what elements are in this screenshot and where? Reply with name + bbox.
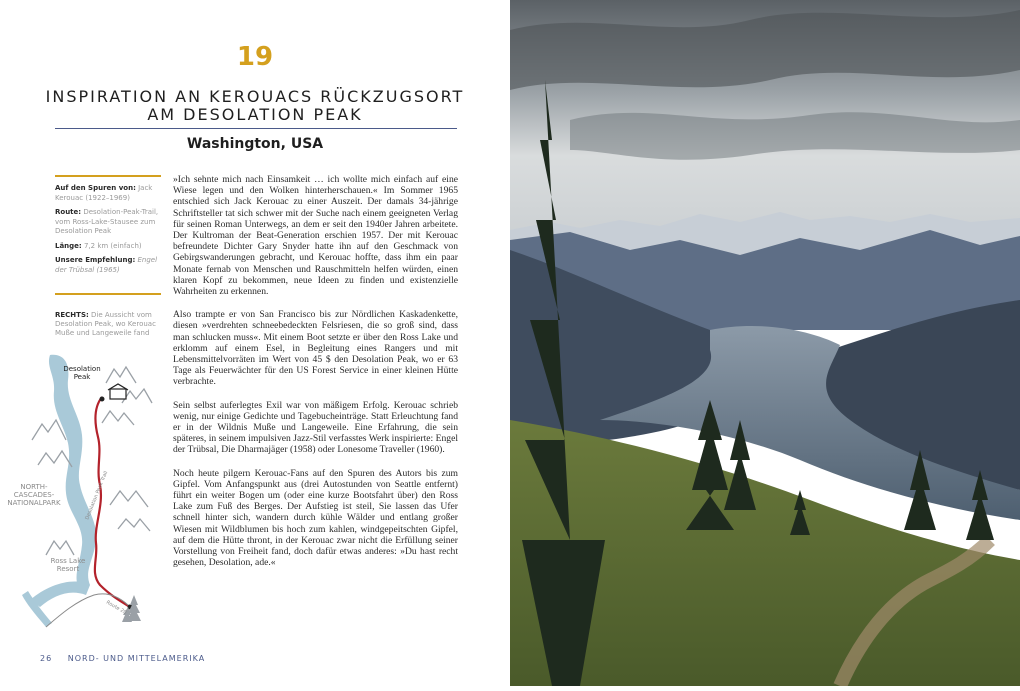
title-rule <box>55 128 457 129</box>
body-paragraph-1: »Ich sehnte mich nach Einsamkeit … ich wollte mich einfach auf eine Wiese legen und den Wolken hinterherschauen.« Im Sommer 1965 entschied sich Jack Kerouac zu einer Auszeit. Der damals 34-jährige Schriftsteller tat sich schwer mit der Suche nach einem geeigneten Verlag für seinen Roman Unterwegs, an dem er seit den 1940er Jahren arbeitete. Der Kultroman der Beat-Generation erschien 1957. Der mit Kerouac befreundete Dichter Gary Snyder hatte ihn auf den Geschmack von Gebirgswanderungen gebracht, und Kerouac hoffte, dass ihm ein paar Monate fernab von Menschen und Rauschmitteln helfen würden, einen klaren Kopf zu bekommen, neue Ideen zu finden und existenzielle Wahrheiten zu erkennen. <box>173 174 458 298</box>
page-footer <box>40 654 205 663</box>
info-route-label: Route: <box>55 208 82 216</box>
peak-marker <box>100 397 105 402</box>
mountain-icon <box>110 491 148 507</box>
mountain-icon <box>106 367 136 383</box>
photo-caption-label: RECHTS: <box>55 311 89 319</box>
body-text <box>173 174 458 581</box>
mountain-icon <box>32 420 66 440</box>
sidebar-top-rule <box>55 175 161 177</box>
sidebar-info <box>55 184 163 280</box>
sidebar-bottom-rule <box>55 293 161 295</box>
info-spuren <box>55 184 163 203</box>
map-label-park-line-2: CASCADES- <box>13 491 55 499</box>
footer-section: NORD- UND MITTELAMERIKA <box>67 654 206 663</box>
body-paragraph-3: Sein selbst auferlegtes Exil war von mäßigem Erfolg. Kerouac schrieb wenig, nur einige Gedichte und Tagebucheinträge. Statt Erleuchtung fand er in der Wildnis Muße und Langeweile. Eine Erfahrung, die sein späteres, in seinem impulsiven Jazz-Stil verfasstes Werk inspirierte: Engel der Trübsal, Die Dharmajäger (1958) oder Lonesome Traveller (1960). <box>173 399 458 456</box>
road-label: Route 20 <box>105 599 128 616</box>
map-label-peak <box>58 365 106 381</box>
info-empfehlung-value: Engel der Trübsal (1965) <box>55 256 158 274</box>
chapter-title-line-2: AM DESOLATION PEAK <box>147 105 363 124</box>
photo-graphic <box>510 0 1020 686</box>
map-label-park-line-1: NORTH- <box>20 483 48 491</box>
info-route-value: Desolation-Peak-Trail, vom Ross-Lake-Stausee zum Desolation Peak <box>55 208 159 235</box>
map-label-resort-line-2: Resort <box>56 565 80 573</box>
mountain-icon <box>38 451 72 467</box>
info-spuren-value: Jack Kerouac (1922–1969) <box>55 184 153 202</box>
chapter-title <box>40 88 470 124</box>
map-label-resort <box>48 557 88 573</box>
info-laenge-label: Länge: <box>55 241 82 250</box>
mountain-icon <box>102 411 134 425</box>
photo-caption <box>55 311 163 338</box>
lake-arm <box>30 581 90 607</box>
info-spuren-label: Auf den Spuren von: <box>55 184 136 192</box>
info-laenge-value: 7,2 km (einfach) <box>83 241 142 250</box>
body-paragraph-4: Noch heute pilgern Kerouac-Fans auf den Spuren des Autors bis zum Gipfel. Vom Anfangspunkt aus (drei Autostunden von Seattle entfernt) führt ein weiter Bogen um (oder eine kurze Bootsfahrt über) den Ross Lake zum Fuß des Berges. Der Aufstieg ist steil, Sie lassen das Ufer schnell hinter sich, wandern durch kühle Wälder und entlang großer Wiesen mit Wildblumen bis hoch zum kahlen, windgepeitschten Gipfel, auf dem die Hütte thront, in der Kerouac zwar nicht die Erfüllung seiner Vorstellung von Freiheit fand, doch dafür etwas anderes: »Du hast recht gesehen, Desolation, ade.« <box>173 467 458 569</box>
mountain-icon <box>46 541 74 555</box>
info-laenge <box>55 242 163 252</box>
photo-caption-text: Die Aussicht vom Desolation Peak, wo Kerouac Muße und Langeweile fand <box>55 311 156 337</box>
map-label-park-line-3: NATIONALPARK <box>7 499 61 507</box>
info-empfehlung-label: Unsere Empfehlung: <box>55 256 136 264</box>
ross-lake-shape <box>49 355 96 590</box>
chapter-title-line-1: INSPIRATION AN KEROUACS RÜCKZUGSORT <box>45 87 465 106</box>
map-label-peak-line-2: Peak <box>73 373 91 381</box>
trail-map <box>7 345 160 635</box>
landscape-photo <box>510 0 1020 686</box>
page-number: 26 <box>40 654 53 663</box>
info-empfehlung <box>55 256 163 275</box>
chapter-location: Washington, USA <box>186 136 324 152</box>
chapter-number: 19 <box>236 42 274 72</box>
mountain-icon <box>118 519 150 531</box>
trail-label: Desolation Peak Trail <box>84 470 110 521</box>
left-page <box>0 0 510 686</box>
info-route <box>55 208 163 237</box>
body-paragraph-2: Also trampte er von San Francisco bis zur Nördlichen Kaskadenkette, diesen »verdrehten schneebedeckten Felsriesen, die so groß sind, dass man schlucken muss«. Mit einem Boot setzte er über den Ross Lake und erklomm auf einem Esel, in Begleitung eines Rangers und mit Lebensmittelvorräten im Wert von 45 $ den Desolation Peak, wo er 63 Tage als Feuerwächter für den US Forest Service in einer kleinen Hütte verbrachte. <box>173 309 458 388</box>
hut-icon <box>110 389 126 399</box>
map-label-peak-line-1: Desolation <box>63 365 101 373</box>
map-label-park <box>0 483 70 507</box>
map-label-resort-line-1: Ross Lake <box>50 557 86 565</box>
